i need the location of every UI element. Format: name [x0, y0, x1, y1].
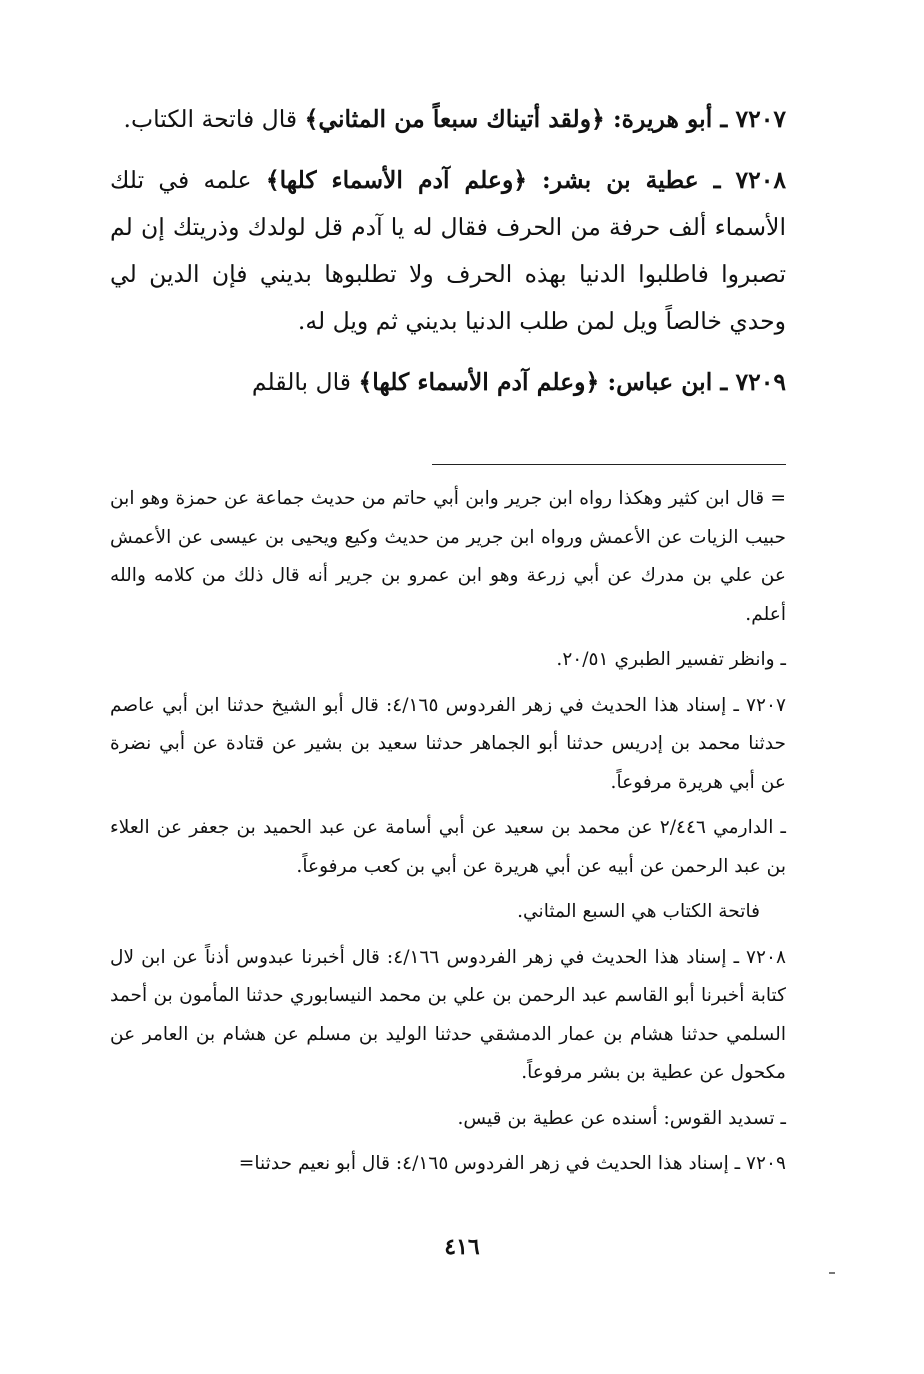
footnote-separator: [432, 464, 786, 465]
entry-quran-quote: ﴿وعلم آدم الأسماء كلها﴾: [265, 166, 528, 194]
footnotes: [110, 480, 786, 1191]
entry-quran-quote: ﴿ولقد أتيناك سبعاً من المثاني﴾: [304, 105, 605, 133]
entry-number: ٧٢٠٨: [735, 166, 787, 194]
entry-body: قال فاتحة الكتاب.: [123, 105, 305, 133]
entry-quran-quote: ﴿وعلم آدم الأسماء كلها﴾: [358, 368, 600, 396]
footnote-reference: ـ الدارمي ٢/٤٤٦ عن محمد بن سعيد عن أبي أسامة عن عبد الحميد بن جعفر عن العلاء بن عبد الرحمن عن أبيه عن أبي هريرة عن أبي بن كعب مرفوعاً.: [110, 817, 786, 877]
footnote-reference: ـ وانظر تفسير الطبري ٢٠/٥١.: [556, 649, 786, 670]
entry-7207: [110, 96, 786, 143]
footnote-7208: ٧٢٠٨ ـ إسناد هذا الحديث في زهر الفردوس ٤/١٦٦: قال أخبرنا عبدوس أذناً عن ابن لال كتابة أخبرنا أبو القاسم عبد الرحمن بن علي بن محمد النيسابوري حدثنا المأمون بن أحمد السلمي حدثنا هشام بن عمار الدمشقي حدثنا الوليد بن مسلم عن هشام بن العامر عن مكحول عن عطية بن بشر مرفوعاً.: [110, 946, 786, 1083]
entry-7209: [110, 359, 786, 406]
scan-mark: [829, 1272, 835, 1274]
entry-narrator: ـ ابن عباس:: [599, 368, 736, 396]
entry-7208: [110, 157, 786, 345]
entry-body: علمه في تلك الأسماء ألف حرفة من الحرف فقال له يا آدم قل لولدك وذريتك إن لم تصبروا فاطلبوا الدنيا بهذه الحرف ولا تطلبوها بديني فإن الدين لي وحدي خالصاً ويل لمن طلب الدنيا بديني ثم ويل له.: [110, 166, 786, 335]
entry-body: قال بالقلم: [251, 368, 359, 396]
entry-number: ٧٢٠٩: [735, 368, 786, 396]
entry-number: ٧٢٠٧: [735, 105, 786, 133]
footnote-comment: فاتحة الكتاب هي السبع المثاني.: [517, 901, 760, 922]
footnote-reference: ـ تسديد القوس: أسنده عن عطية بن قيس.: [457, 1107, 786, 1129]
entry-narrator: ـ عطية بن بشر:: [527, 166, 736, 194]
footnote-7207: ٧٢٠٧ ـ إسناد هذا الحديث في زهر الفردوس ٤/١٦٥: قال أبو الشيخ حدثنا ابن أبي عاصم حدثنا محمد بن إدريس حدثنا أبو الجماهر حدثنا سعيد بن بشير عن قتادة عن أبي نضرة عن أبي هريرة مرفوعاً.: [110, 694, 786, 793]
entry-narrator: ـ أبو هريرة:: [604, 105, 736, 133]
main-text: [110, 96, 786, 420]
footnote-continuation: = قال ابن كثير وهكذا رواه ابن جرير وابن أبي حاتم من حديث جماعة عن حمزة وهو ابن حبيب الزيات عن الأعمش ورواه ابن جرير من حديث وكيع ويحيى بن عيسى عن الأعمش عن علي بن مدرك عن أبي زرعة وهو ابن عمرو بن جرير أنه قال ذلك من كلامه والله أعلم.: [110, 488, 786, 625]
page-number: ٤١٦: [444, 1234, 480, 1260]
footnote-7209: ٧٢٠٩ ـ إسناد هذا الحديث في زهر الفردوس ٤/١٦٥: قال أبو نعيم حدثنا=: [238, 1153, 786, 1174]
